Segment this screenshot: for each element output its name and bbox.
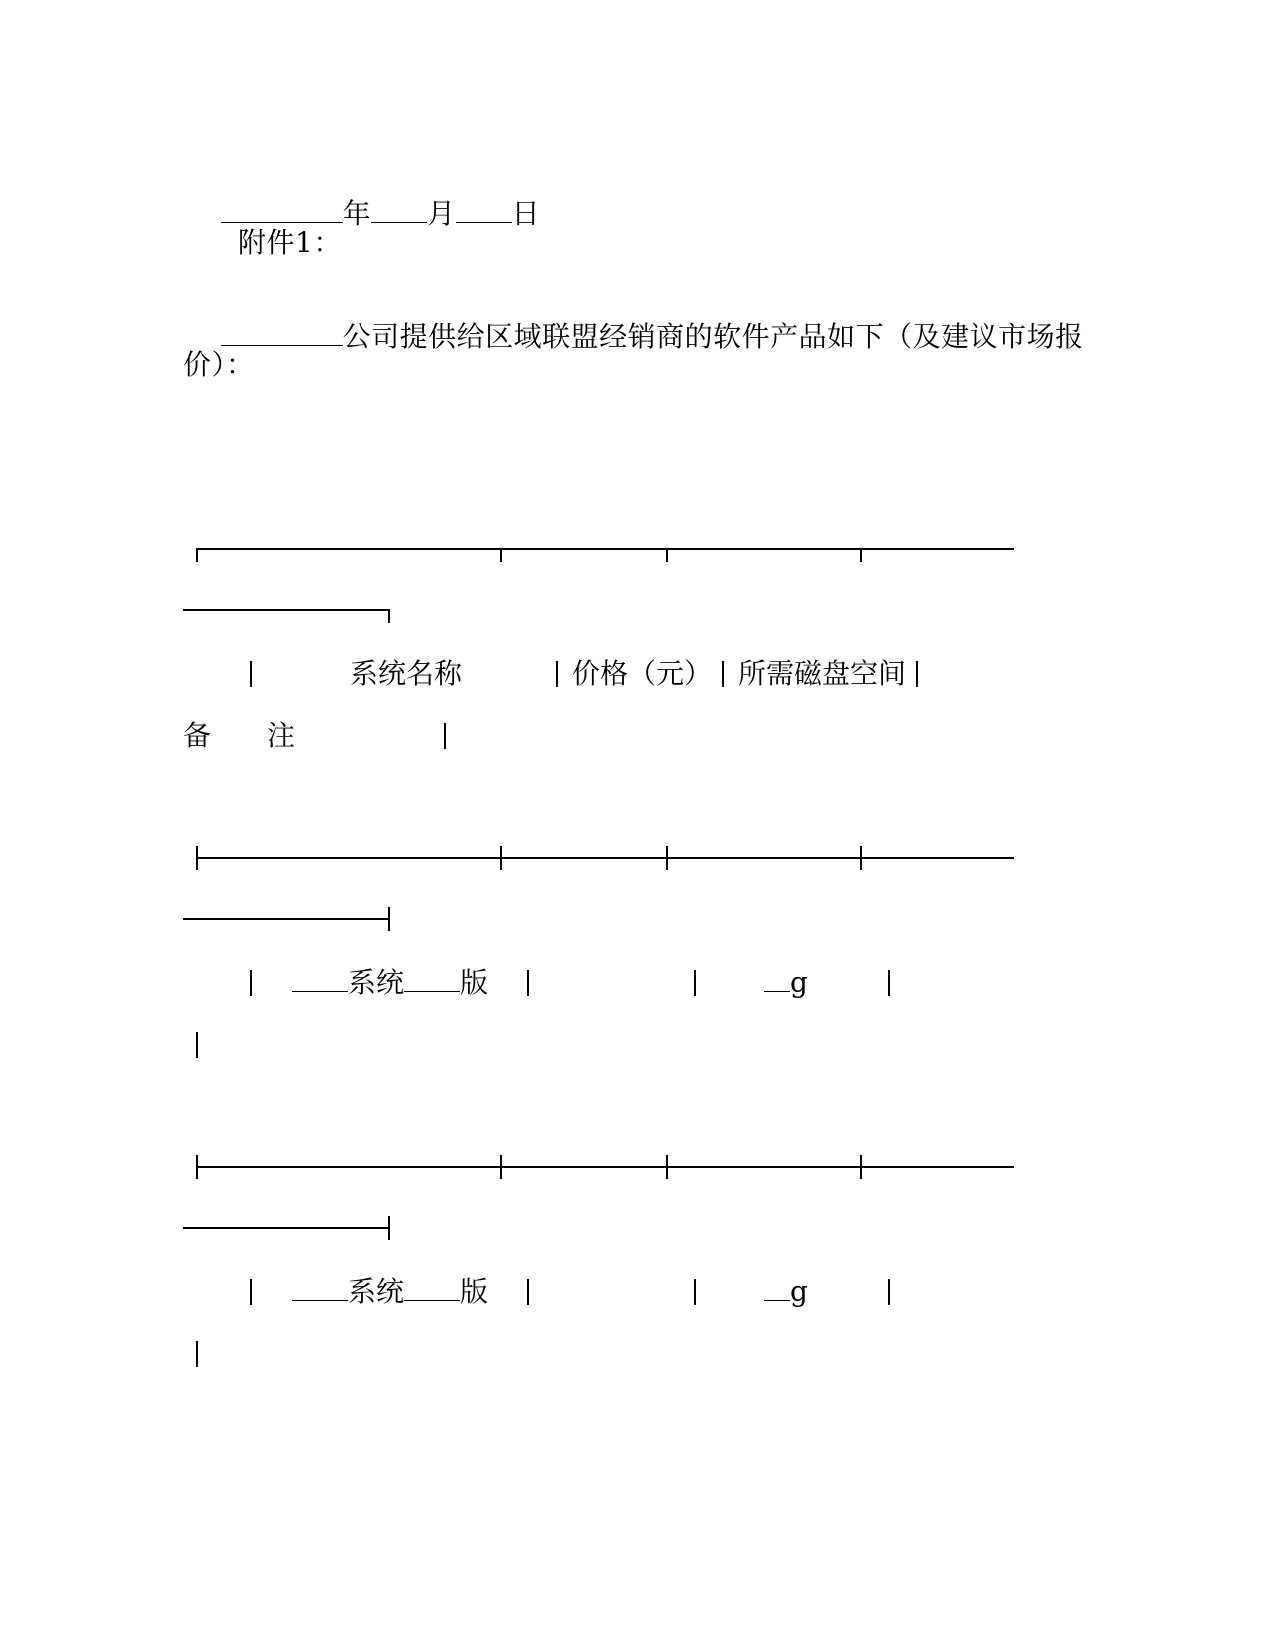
header-disk-space: 所需磁盘空间 — [738, 657, 907, 690]
row-system-name: 系统 版 — [292, 966, 488, 1000]
row-system-name: 系统 版 — [292, 1275, 488, 1309]
row-disk-space: g — [764, 966, 808, 1000]
row-disk-space: g — [764, 1275, 808, 1309]
year-label: 年 — [342, 197, 372, 230]
year-blank — [221, 198, 343, 223]
month-blank — [371, 198, 427, 223]
disk-blank — [764, 1276, 790, 1301]
version-blank — [404, 967, 460, 992]
intro-line-2: 价）： — [183, 348, 255, 381]
attachment-label: 附件1： — [238, 226, 342, 259]
header-note: 备 注 — [183, 719, 296, 752]
day-blank — [456, 198, 512, 223]
date-line — [183, 163, 540, 265]
header-system-name: 系统名称 — [350, 657, 463, 690]
header-price: 价格（元） — [572, 657, 713, 690]
system-blank — [292, 967, 348, 992]
day-label: 日 — [511, 197, 541, 230]
version-blank — [404, 1276, 460, 1301]
disk-blank — [764, 967, 790, 992]
system-blank — [292, 1276, 348, 1301]
month-label: 月 — [427, 197, 456, 230]
intro-line-1 — [183, 286, 1084, 388]
company-blank — [221, 321, 343, 346]
intro-text-1: 公司提供给区域联盟经销商的软件产品如下（及建议市场报 — [342, 320, 1084, 353]
